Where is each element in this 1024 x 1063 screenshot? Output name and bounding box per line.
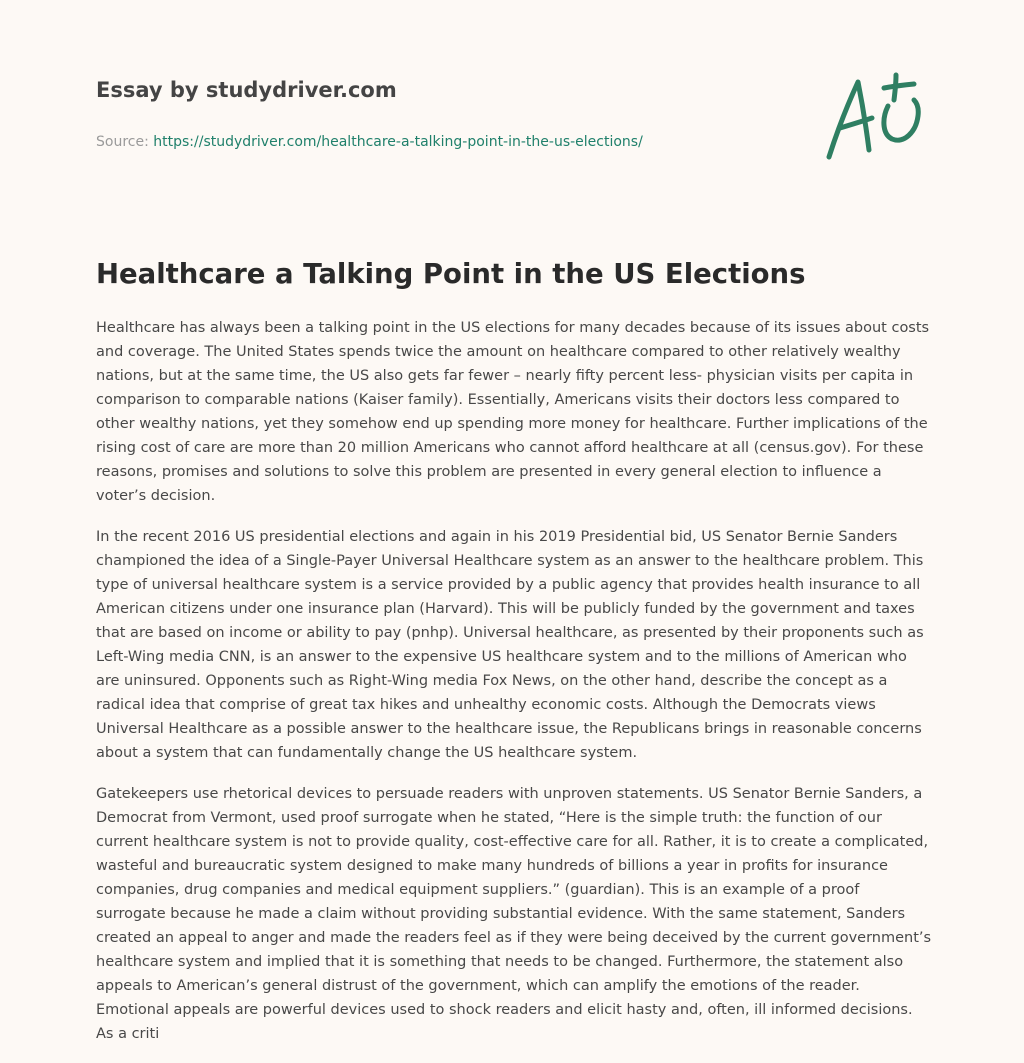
source-line (96, 132, 796, 152)
essay-title: Healthcare a Talking Point in the US Elections (96, 258, 806, 290)
logo-strokes (829, 75, 918, 157)
source-label: Source: (96, 134, 154, 150)
paragraph: In the recent 2016 US presidential elections and again in his 2019 Presidential bid, US Senator Bernie Sanders championed the idea of a Single-Payer Universal Healthcare system as an answer to the healthcare problem. This type of universal healthcare system is a service provided by a public agency that provides health insurance to all American citizens under one insurance plan (Harvard). This will be publicly funded by the government and taxes that are based on income or ability to pay (pnhp). Universal healthcare, as presented by their proponents such as Left-Wing media CNN, is an answer to the expensive US healthcare system and to the millions of American who are uninsured. Opponents such as Right-Wing media Fox News, on the other hand, describe the concept as a radical idea that comprise of great tax hikes and unhealthy economic costs. Although the Democrats views Universal Healthcare as a possible answer to the healthcare issue, the Republicans brings in reasonable concerns about a system that can fundamentally change the US healthcare system. (96, 529, 924, 761)
essay-body (96, 316, 932, 1063)
paragraph: Healthcare has always been a talking point in the US elections for many decades because of its issues about costs and coverage. The United States spends twice the amount on healthcare compared to other relatively wealthy nations, but at the same time, the US also gets far fewer – nearly fifty percent less- physician visits per capita in comparison to comparable nations (Kaiser family). Essentially, Americans visits their doctors less compared to other wealthy nations, yet they somehow end up spending more money for healthcare. Further implications of the rising cost of care are more than 20 million Americans who cannot afford healthcare at all (census.gov). For these reasons, promises and solutions to solve this problem are presented in every general election to influence a voter’s decision. (96, 320, 930, 504)
source-link[interactable]: https://studydriver.com/healthcare-a-talking-point-in-the-us-elections/ (153, 134, 643, 150)
a-plus-grade-icon (822, 70, 928, 164)
document-header (96, 72, 796, 152)
paragraph: Gatekeepers use rhetorical devices to persuade readers with unproven statements. US Senator Bernie Sanders, a Democrat from Vermont, used proof surrogate when he stated, “Here is the simple truth: the function of our current healthcare system is not to provide quality, cost-effective care for all. Rather, it is to create a complicated, wasteful and bureaucratic system designed to make many hundreds of billions a year in profits for insurance companies, drug companies and medical equipment suppliers.” (guardian). This is an example of a proof surrogate because he made a claim without providing substantial evidence. With the same statement, Sanders created an appeal to anger and made the readers feel as if they were being deceived by the current government’s healthcare system and implied that it is something that needs to be changed. Furthermore, the statement also appeals to American’s general distrust of the government, which can amplify the emotions of the reader. Emotional appeals are powerful devices used to shock readers and elicit hasty and, often, ill informed decisions. As a criti (96, 786, 932, 1042)
brand-title: Essay by studydriver.com (96, 78, 397, 102)
